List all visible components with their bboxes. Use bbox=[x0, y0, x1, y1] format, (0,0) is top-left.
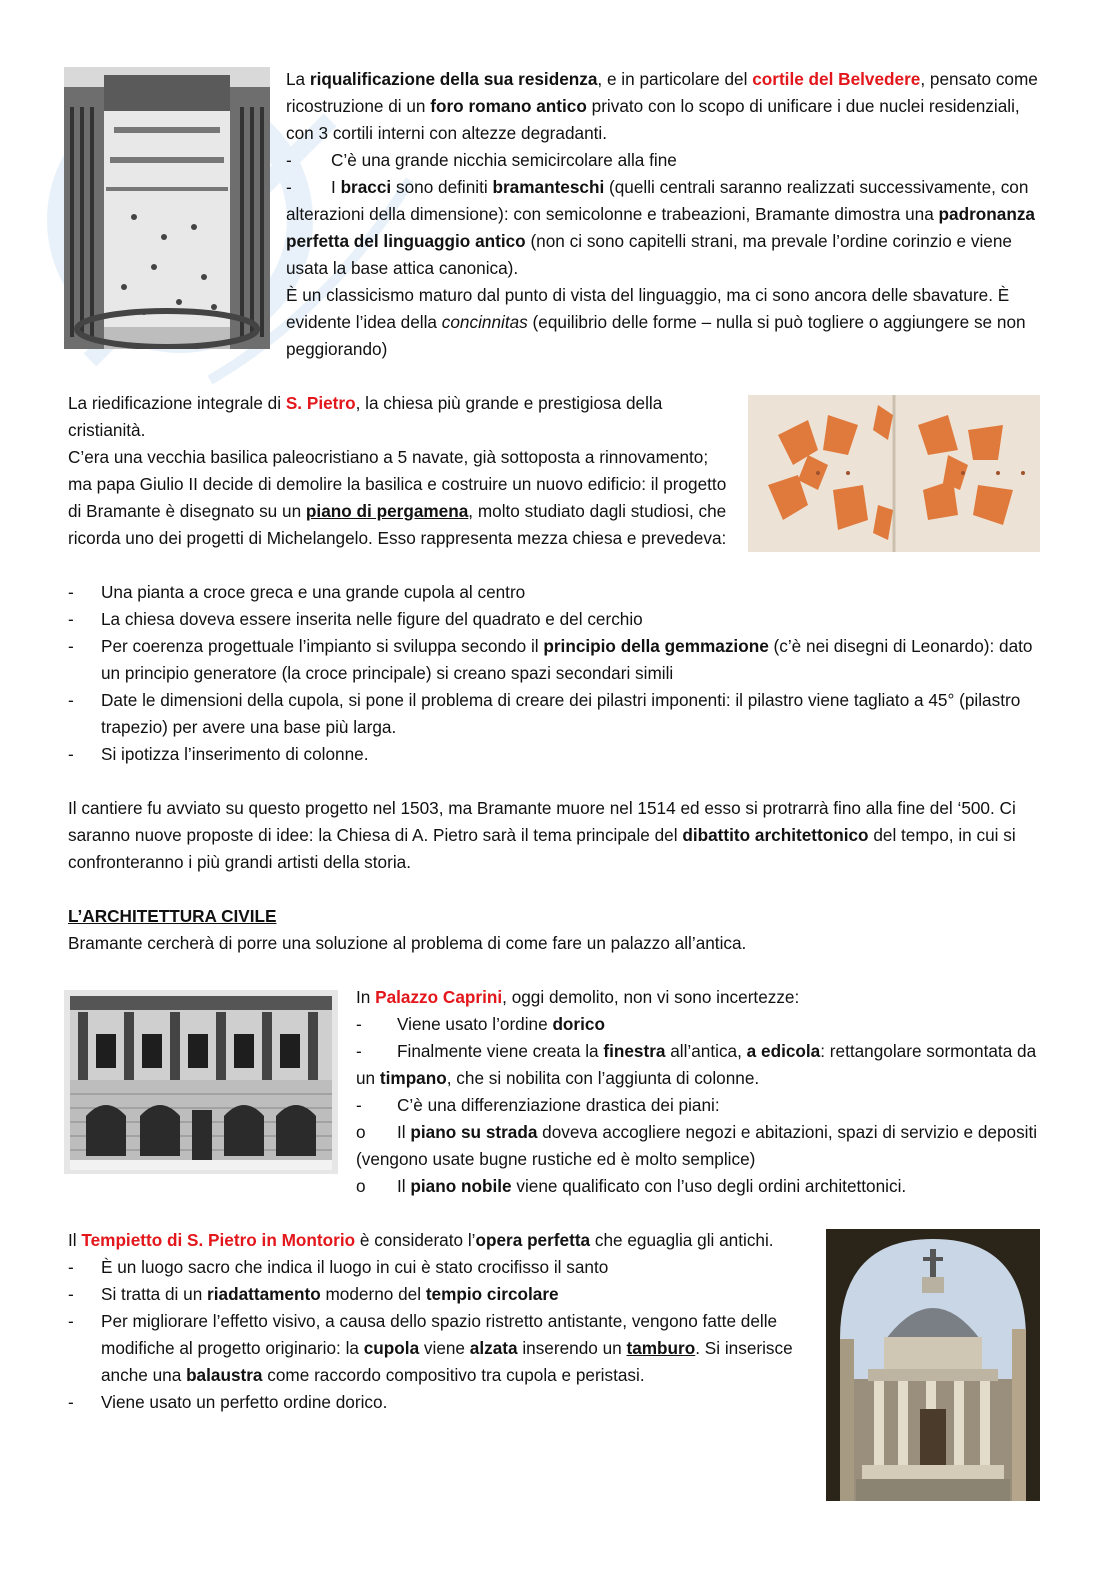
list-item: - È un luogo sacro che indica il luogo in cui è stato crocifisso il santo bbox=[68, 1257, 609, 1277]
tempietto-photo-image bbox=[826, 1229, 1040, 1501]
list-item: - La chiesa doveva essere inserita nelle figure del quadrato e del cerchio bbox=[68, 609, 643, 629]
belvedere-engraving-image bbox=[64, 67, 270, 349]
list-item: - C’è una differenziazione drastica dei piani: bbox=[356, 1095, 720, 1115]
list-item: - Per coerenza progettuale l’impianto si sviluppa secondo il principio della gemmazione (c’è nei disegni di Leonardo): dato un principio generatore (la croce principale) si creano spazi secondari simili bbox=[68, 636, 1033, 683]
section-heading: L’ARCHITETTURA CIVILE bbox=[68, 906, 277, 926]
list-item: - I bracci sono definiti bramanteschi (quelli centrali saranno realizzati successivamente, con alterazioni della dimensione): con semicolonne e trabeazioni, Bramante dimostra una padronanza perfetta del linguaggio antico (non ci sono capitelli strani, ma prevale l’ordine corinzio e viene usata la base attica canonica). bbox=[286, 177, 1035, 278]
san-pietro-intro: La riedificazione integrale di S. Pietro, la chiesa più grande e prestigiosa della cristianità. bbox=[68, 393, 663, 440]
san-pietro-section bbox=[68, 390, 733, 552]
palazzo-caprini-section bbox=[356, 984, 1046, 1200]
civile-intro: Bramante cercherà di porre una soluzione al problema di come fare un palazzo all’antica. bbox=[68, 933, 747, 953]
list-item: o Il piano su strada doveva accogliere negozi e abitazioni, spazi di servizio e depositi (vengono usate bugne rustiche ed è molto semplice) bbox=[356, 1122, 1038, 1169]
tempietto-intro: Il Tempietto di S. Pietro in Montorio è considerato l’opera perfetta che eguaglia gli antichi. bbox=[68, 1230, 774, 1250]
list-item: - Viene usato un perfetto ordine dorico. bbox=[68, 1392, 388, 1412]
list-item: - Viene usato l’ordine dorico bbox=[356, 1014, 605, 1034]
belvedere-section bbox=[286, 66, 1046, 363]
list-item: - Date le dimensioni della cupola, si pone il problema di creare dei pilastri imponenti: il pilastro viene tagliato a 45° (pilastro trapezio) per avere una base più larga. bbox=[68, 690, 1021, 737]
tempietto-highlight: Tempietto di S. Pietro in Montorio bbox=[81, 1230, 356, 1250]
list-item: - Finalmente viene creata la finestra all’antica, a edicola: rettangolare sormontata da un timpano, che si nobilita con l’aggiunta di colonne. bbox=[356, 1041, 1037, 1088]
palazzo-caprini-image bbox=[64, 990, 338, 1174]
list-item: o Il piano nobile viene qualificato con l’uso degli ordini architettonici. bbox=[356, 1176, 907, 1196]
san-pietro-highlight: S. Pietro bbox=[285, 393, 356, 413]
san-pietro-list bbox=[68, 579, 1048, 768]
architettura-civile-section bbox=[68, 903, 1048, 957]
belvedere-closing: È un classicismo maturo dal punto di vista del linguaggio, ma ci sono ancora delle sbavature. È evidente l’idea della concinnitas (equilibrio delle forme – nulla si può togliere o aggiungere se non peggiorando) bbox=[286, 285, 1026, 359]
palazzo-caprini-highlight: Palazzo Caprini bbox=[375, 987, 503, 1007]
list-item: - Per migliorare l’effetto visivo, a causa dello spazio ristretto antistante, vengono fatte delle modifiche al progetto originario: la cupola viene alzata inserendo un tamburo. Si inserisce anche una balaustra come raccordo compositivo tra cupola e peristasi. bbox=[68, 1311, 793, 1385]
list-item: - Una pianta a croce greca e una grande cupola al centro bbox=[68, 582, 526, 602]
cantiere-paragraph: Il cantiere fu avviato su questo progetto nel 1503, ma Bramante muore nel 1514 ed esso si protrarrà fino alla fine del ‘500. Ci saranno nuove proposte di idee: la Chiesa di A. Pietro sarà il tema principale del dibattito architettonico del tempo, in cui si confronteranno i più grandi artisti della storia. bbox=[68, 798, 1016, 872]
san-pietro-description: C’era una vecchia basilica paleocristiano a 5 navate, già sottoposta a rinnovamento; ma papa Giulio II decide di demolire la basilica e costruire un nuovo edificio: il progetto di Bramante è disegnato su un piano di pergamena, molto studiato dagli studiosi, che ricorda uno dei progetti di Michelangelo. Esso rappresenta mezza chiesa e prevedeva: bbox=[68, 447, 727, 548]
tempietto-section bbox=[68, 1227, 810, 1416]
cortile-belvedere-highlight: cortile del Belvedere bbox=[752, 69, 921, 89]
list-item: - Si ipotizza l’inserimento di colonne. bbox=[68, 744, 369, 764]
list-item: - Si tratta di un riadattamento moderno del tempio circolare bbox=[68, 1284, 559, 1304]
caprini-intro: In Palazzo Caprini, oggi demolito, non vi sono incertezze: bbox=[356, 987, 800, 1007]
belvedere-intro: La riqualificazione della sua residenza, e in particolare del cortile del Belvedere, pensato come ricostruzione di un foro romano antico privato con lo scopo di unificare i due nuclei residenziali, con 3 cortili interni con altezze degradanti. bbox=[286, 69, 1038, 143]
list-item: - C’è una grande nicchia semicircolare alla fine bbox=[286, 150, 677, 170]
pergamena-plan-image bbox=[748, 395, 1040, 552]
